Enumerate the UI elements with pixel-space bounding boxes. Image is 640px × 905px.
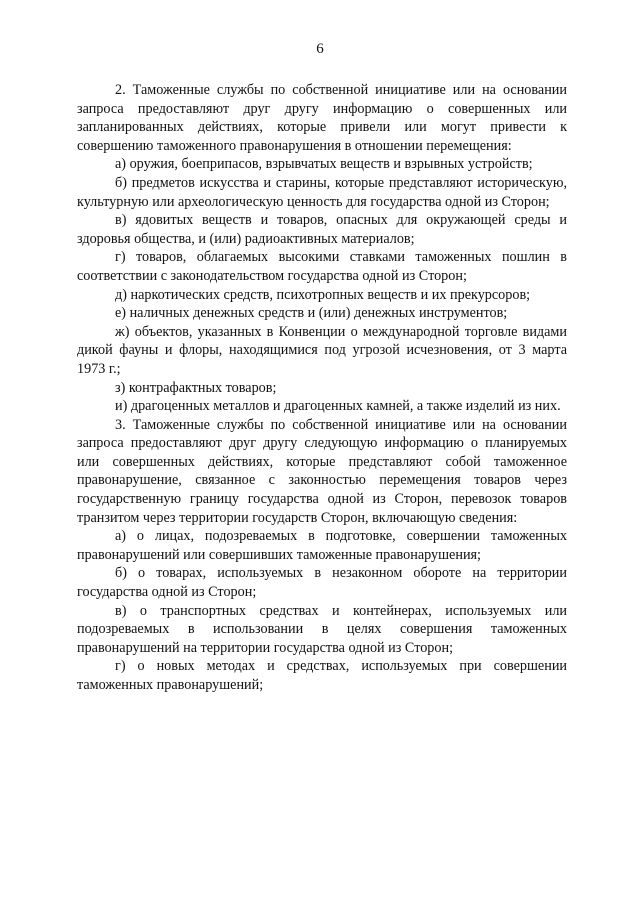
list-item-3b: б) о товарах, используемых в незаконном обороте на территории государства одной из Сторон;	[77, 565, 567, 601]
list-item-2g: г) товаров, облагаемых высокими ставками таможенных пошлин в соответствии с законодательством государства одной из Сторон;	[77, 249, 567, 284]
list-item-2v: в) ядовитых веществ и товаров, опасных для окружающей среды и здоровья общества, и (или) радиоактивных материалов;	[77, 212, 567, 247]
list-item-3v: в) о транспортных средствах и контейнерах, используемых или подозреваемых в использовании в целях совершения таможенных правонарушений на территории государства одной из Сторон;	[77, 602, 567, 656]
list-item-3g: г) о новых методах и средствах, используемых при совершении таможенных правонарушений;	[77, 658, 567, 693]
document-body	[77, 81, 567, 695]
paragraph-3: 3. Таможенные службы по собственной инициативе или на основании запроса предоставляют друг другу следующую информацию о планируемых или совершенных действиях, которые представляют собой таможенное правонарушение, связанное с законностью перемещения товаров через государственную границу государства одной из Сторон, перевозок товаров транзитом через территории государств Сторон, включающую сведения:	[77, 416, 567, 526]
list-item-2a: а) оружия, боеприпасов, взрывчатых веществ и взрывных устройств;	[115, 156, 533, 173]
list-item-2zh: ж) объектов, указанных в Конвенции о международной торговле видами дикой фауны и флоры, находящимися под угрозой исчезновения, от 3 марта 1973 г.;	[77, 323, 567, 377]
list-item-3a: а) о лицах, подозреваемых в подготовке, совершении таможенных правонарушений или совершивших таможенные правонарушения;	[77, 528, 567, 563]
list-item-2d: д) наркотических средств, психотропных веществ и их прекурсоров;	[115, 286, 531, 303]
list-item-2e: е) наличных денежных средств и (или) денежных инструментов;	[115, 305, 508, 322]
list-item-2b: б) предметов искусства и старины, которые представляют историческую, культурную или археологическую ценность для государства одной из Сторон;	[77, 174, 567, 210]
page-number: 6	[316, 41, 324, 57]
list-item-2z: з) контрафактных товаров;	[115, 379, 277, 396]
paragraph-2: 2. Таможенные службы по собственной инициативе или на основании запроса предоставляют друг другу информацию о совершенных или запланированных действиях, которые привели или могут привести к совершению таможенного правонарушения в отношении перемещения:	[77, 82, 567, 154]
list-item-2i: и) драгоценных металлов и драгоценных камней, а также изделий из них.	[115, 398, 561, 415]
